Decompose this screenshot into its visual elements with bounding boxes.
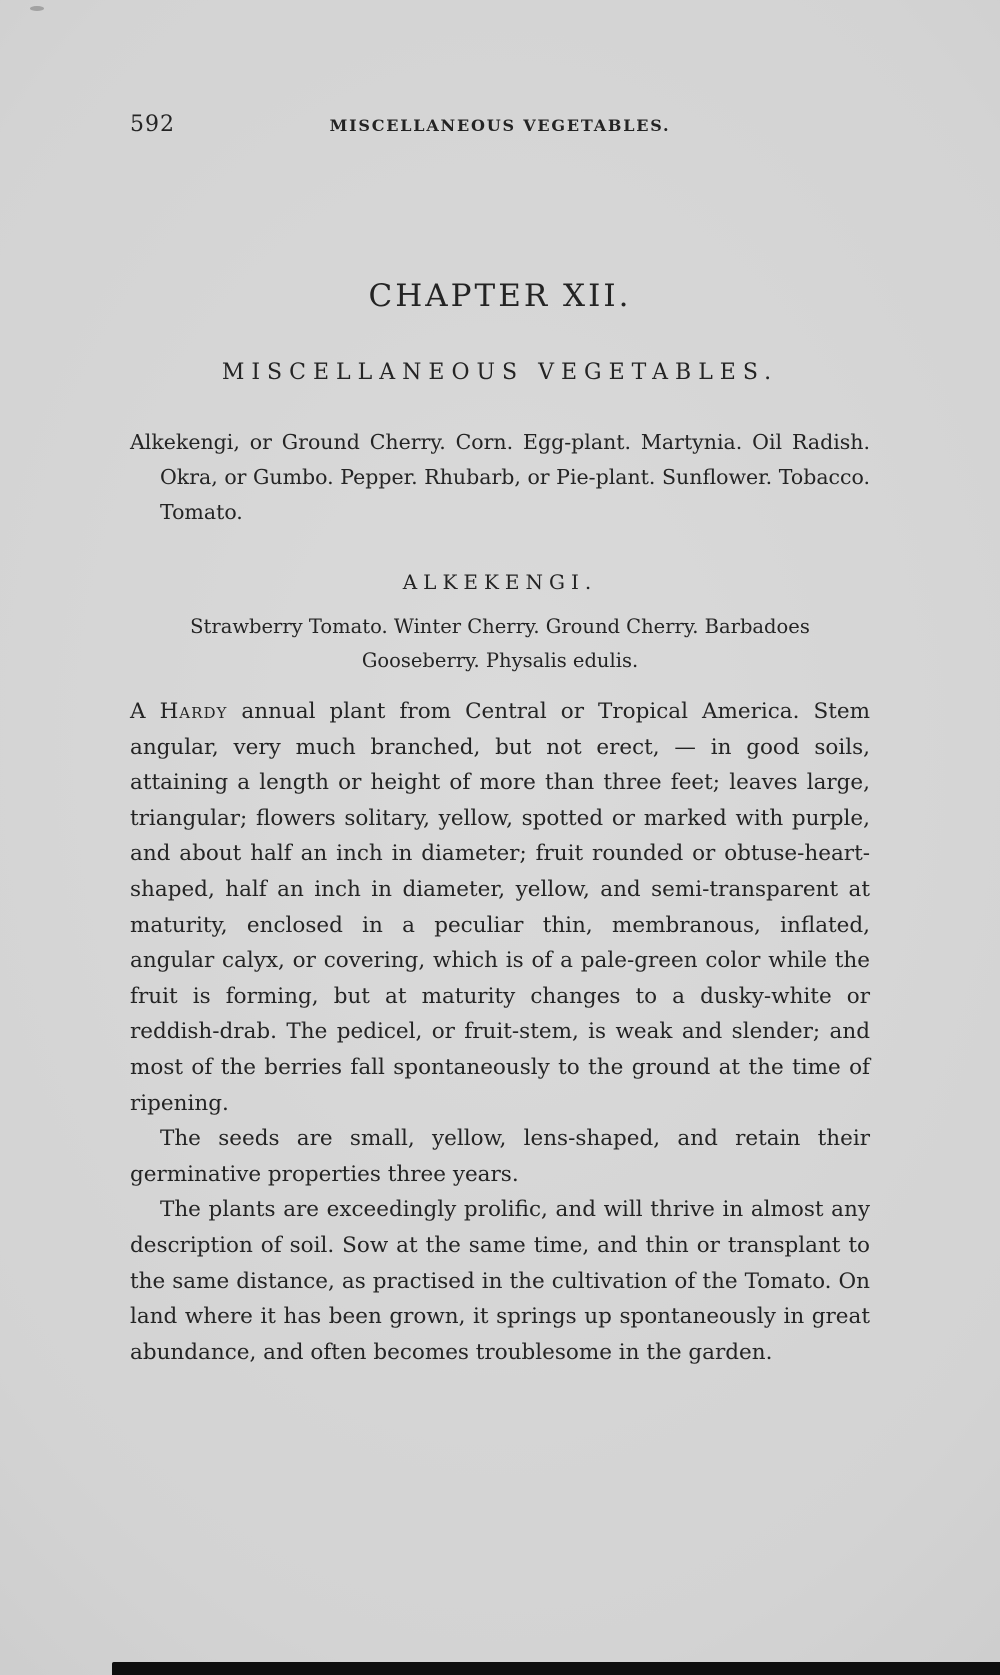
running-header: MISCELLANEOUS VEGETABLES. — [329, 116, 671, 135]
section-synonyms: Strawberry Tomato. Winter Cherry. Ground Cherry. Barbadoes Gooseberry. Physalis edulis. — [190, 615, 810, 672]
chapter-heading: CHAPTER XII. — [368, 278, 632, 314]
page-number: 592 — [130, 112, 175, 137]
paragraph-1-rest: annual plant from Central or Tropical America. Stem angular, very much branched, but not erect, — in good soils, attaining a length or height of more than three feet; leaves large, triangular; flowers solitary, yellow, spotted or marked with purple, and about half an inch in diameter; fruit rounded or obtuse-heart-shaped, half an inch in diameter, yellow, and semi-transparent at maturity, enclosed in a peculiar thin, membranous, inflated, angular calyx, or covering, which is of a pale-green color while the fruit is forming, but at maturity changes to a dusky-white or reddish-drab. The pedicel, or fruit-stem, is weak and slender; and most of the berries fall spontaneously to the ground at the time of ripening. — [130, 699, 870, 1116]
chapter-subheading: MISCELLANEOUS VEGETABLES. — [221, 360, 779, 385]
chapter-contents-list: Alkekengi, or Ground Cherry. Corn. Egg-plant. Martynia. Oil Radish. Okra, or Gumbo. Pepper. Rhubarb, or Pie-plant. Sunflower. Tobacco. Tomato. — [130, 430, 870, 524]
paragraph-1-smallcaps-word: Hardy — [159, 699, 228, 724]
paragraph-3: The plants are exceedingly prolific, and will thrive in almost any description of soil. Sow at the same time, and thin or transplant to the same distance, as practised in the cultivation of the Tomato. On land where it has been grown, it springs up spontaneously in great abundance, and often becomes troublesome in the garden. — [130, 1197, 870, 1365]
section-heading: ALKEKENGI. — [402, 570, 598, 594]
paragraph-1 — [130, 694, 870, 1121]
page-header — [130, 112, 870, 140]
paragraph-2: The seeds are small, yellow, lens-shaped, and retain their germinative properties three years. — [130, 1126, 870, 1187]
scan-artifact-bottom-bar — [112, 1662, 1000, 1675]
body-text — [130, 694, 870, 1370]
paragraph-1-lead: A — [130, 699, 160, 724]
scan-artifact-smudge — [30, 6, 44, 11]
